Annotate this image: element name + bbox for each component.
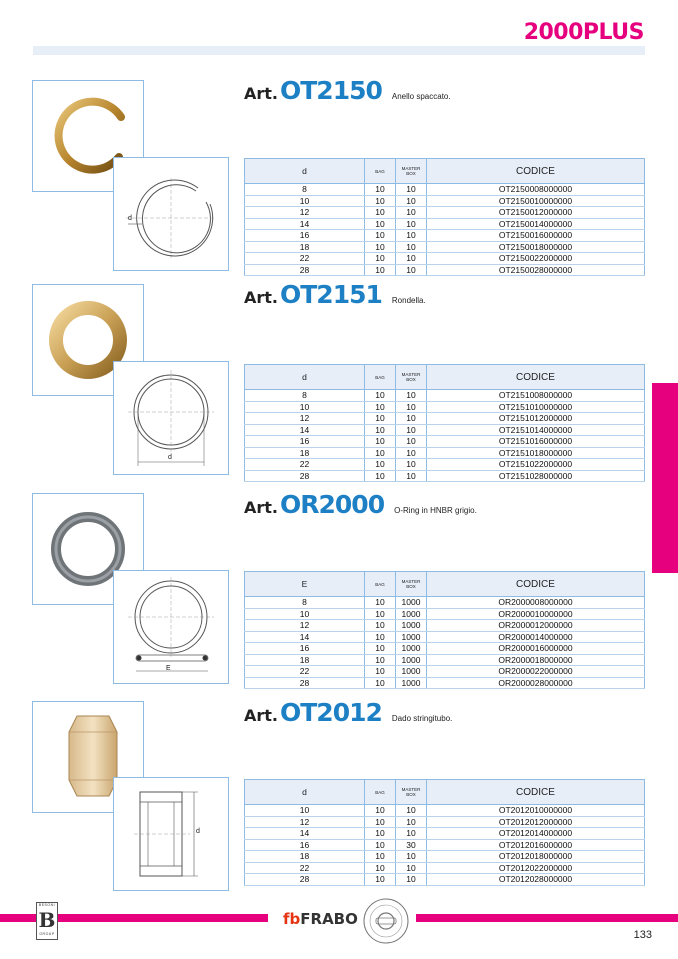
cell-bag: 10 — [365, 874, 396, 886]
cell-codice: OT2151028000000 — [427, 470, 645, 482]
table-row — [245, 643, 645, 655]
cell-master-box: 10 — [396, 253, 427, 265]
cell-dimension: 8 — [245, 597, 365, 609]
table-row — [245, 620, 645, 632]
table-row — [245, 241, 645, 253]
cell-codice: OR2000016000000 — [427, 643, 645, 655]
cell-master-box: 10 — [396, 816, 427, 828]
cell-codice: OT2150022000000 — [427, 253, 645, 265]
table-row — [245, 218, 645, 230]
cell-dimension: 22 — [245, 253, 365, 265]
table-row — [245, 401, 645, 413]
cell-dimension: 16 — [245, 643, 365, 655]
table-row — [245, 805, 645, 817]
cell-codice: OR2000014000000 — [427, 631, 645, 643]
header-master-box: MASTER BOX — [396, 780, 427, 805]
product-description: Rondella. — [391, 296, 426, 305]
cell-codice: OT2012012000000 — [427, 816, 645, 828]
table-row — [245, 253, 645, 265]
table-row — [245, 195, 645, 207]
cell-codice: OR2000012000000 — [427, 620, 645, 632]
table-row — [245, 447, 645, 459]
table-row — [245, 828, 645, 840]
header-dimension: E — [245, 572, 365, 597]
table-row — [245, 470, 645, 482]
table-row — [245, 459, 645, 471]
table-row — [245, 184, 645, 196]
table-header — [245, 572, 645, 597]
art-label: Art. — [244, 84, 278, 103]
header-bag: BAG — [365, 365, 396, 390]
drawing-dimension-label: d — [128, 215, 132, 222]
header-bag: BAG — [365, 159, 396, 184]
header-dimension: d — [245, 780, 365, 805]
header-master-box: MASTER BOX — [396, 159, 427, 184]
cell-codice: OR2000018000000 — [427, 654, 645, 666]
cell-codice: OT2151012000000 — [427, 413, 645, 425]
table-row — [245, 424, 645, 436]
logo-top-text: BESONI — [38, 903, 56, 907]
side-tab — [652, 383, 678, 573]
cell-master-box: 10 — [396, 424, 427, 436]
header-bag: BAG — [365, 572, 396, 597]
cell-master-box: 10 — [396, 851, 427, 863]
cell-codice: OT2150012000000 — [427, 207, 645, 219]
header-codice: CODICE — [427, 159, 645, 184]
header-bag: BAG — [365, 780, 396, 805]
product-code: OT2151 — [280, 280, 382, 309]
table-row — [245, 851, 645, 863]
cell-dimension: 28 — [245, 470, 365, 482]
table-row — [245, 666, 645, 678]
cell-master-box: 10 — [396, 390, 427, 402]
cell-bag: 10 — [365, 253, 396, 265]
cell-bag: 10 — [365, 470, 396, 482]
cell-master-box: 10 — [396, 264, 427, 276]
spec-table — [244, 779, 645, 886]
table-row — [245, 874, 645, 886]
cell-codice: OT2012022000000 — [427, 862, 645, 874]
cell-dimension: 14 — [245, 218, 365, 230]
cell-codice: OT2150014000000 — [427, 218, 645, 230]
cell-dimension: 18 — [245, 241, 365, 253]
cell-dimension: 14 — [245, 424, 365, 436]
cell-bag: 10 — [365, 230, 396, 242]
table-body — [245, 390, 645, 482]
frabo-mark: fb — [283, 910, 301, 928]
cell-codice: OT2012028000000 — [427, 874, 645, 886]
cell-dimension: 18 — [245, 447, 365, 459]
cell-codice: OT2150028000000 — [427, 264, 645, 276]
cell-bag: 10 — [365, 828, 396, 840]
nut-drawing-icon — [114, 778, 228, 890]
cell-bag: 10 — [365, 195, 396, 207]
cell-dimension: 14 — [245, 631, 365, 643]
cell-master-box: 10 — [396, 862, 427, 874]
cell-dimension: 10 — [245, 805, 365, 817]
header-codice: CODICE — [427, 572, 645, 597]
cell-codice: OT2151014000000 — [427, 424, 645, 436]
cell-bag: 10 — [365, 184, 396, 196]
cell-master-box: 10 — [396, 195, 427, 207]
table-row — [245, 677, 645, 689]
logo-bottom-text: GROUP — [39, 932, 55, 936]
cell-codice: OT2150008000000 — [427, 184, 645, 196]
product-description: Dado stringitubo. — [391, 714, 453, 723]
drawing-dimension-label: d — [168, 454, 172, 461]
frabo-name: FRABO — [300, 910, 358, 928]
drawing-dimension-label: E — [166, 665, 171, 672]
product-heading — [244, 490, 477, 519]
table-row — [245, 597, 645, 609]
cell-master-box: 10 — [396, 447, 427, 459]
cell-bag: 10 — [365, 631, 396, 643]
cell-bag: 10 — [365, 862, 396, 874]
table-header — [245, 780, 645, 805]
table-row — [245, 608, 645, 620]
cell-codice: OR2000010000000 — [427, 608, 645, 620]
cell-codice: OT2150010000000 — [427, 195, 645, 207]
besoni-group-logo — [36, 902, 58, 940]
cell-master-box: 10 — [396, 805, 427, 817]
table-row — [245, 264, 645, 276]
cell-codice: OT2012016000000 — [427, 839, 645, 851]
cell-master-box: 10 — [396, 413, 427, 425]
cell-codice: OR2000028000000 — [427, 677, 645, 689]
cell-bag: 10 — [365, 643, 396, 655]
cell-dimension: 16 — [245, 436, 365, 448]
cell-dimension: 10 — [245, 195, 365, 207]
header-dimension: d — [245, 365, 365, 390]
brand-title: 2000PLUS — [523, 20, 644, 45]
table-header — [245, 159, 645, 184]
cell-codice: OT2150016000000 — [427, 230, 645, 242]
cell-bag: 10 — [365, 597, 396, 609]
cell-master-box: 1000 — [396, 643, 427, 655]
cell-bag: 10 — [365, 401, 396, 413]
cell-bag: 10 — [365, 207, 396, 219]
art-label: Art. — [244, 706, 278, 725]
product-heading — [244, 280, 426, 309]
certification-seal-icon — [362, 897, 410, 945]
technical-drawing — [113, 570, 229, 684]
table-row — [245, 436, 645, 448]
cell-codice: OT2151016000000 — [427, 436, 645, 448]
cell-dimension: 12 — [245, 620, 365, 632]
cell-dimension: 16 — [245, 839, 365, 851]
cell-codice: OR2000008000000 — [427, 597, 645, 609]
table-row — [245, 230, 645, 242]
cell-master-box: 30 — [396, 839, 427, 851]
cell-dimension: 10 — [245, 401, 365, 413]
art-label: Art. — [244, 288, 278, 307]
cell-master-box: 10 — [396, 241, 427, 253]
cell-master-box: 10 — [396, 828, 427, 840]
cell-dimension: 16 — [245, 230, 365, 242]
product-description: O-Ring in HNBR grigio. — [394, 506, 477, 515]
cell-master-box: 1000 — [396, 666, 427, 678]
technical-drawing — [113, 157, 229, 271]
cell-dimension: 12 — [245, 207, 365, 219]
table-row — [245, 862, 645, 874]
cell-bag: 10 — [365, 413, 396, 425]
cell-bag: 10 — [365, 654, 396, 666]
cell-dimension: 12 — [245, 816, 365, 828]
cell-codice: OT2012010000000 — [427, 805, 645, 817]
cell-bag: 10 — [365, 264, 396, 276]
art-label: Art. — [244, 498, 278, 517]
cell-codice: OT2150018000000 — [427, 241, 645, 253]
table-body — [245, 805, 645, 886]
frabo-logo — [283, 910, 358, 928]
cell-master-box: 1000 — [396, 620, 427, 632]
cell-master-box: 10 — [396, 207, 427, 219]
cell-master-box: 10 — [396, 401, 427, 413]
cell-dimension: 28 — [245, 874, 365, 886]
header-codice: CODICE — [427, 780, 645, 805]
cell-dimension: 22 — [245, 666, 365, 678]
cell-codice: OR2000022000000 — [427, 666, 645, 678]
cell-master-box: 1000 — [396, 597, 427, 609]
page-number: 133 — [633, 929, 652, 941]
product-heading — [244, 698, 452, 727]
product-heading — [244, 76, 451, 105]
cell-bag: 10 — [365, 666, 396, 678]
cell-bag: 10 — [365, 816, 396, 828]
cell-bag: 10 — [365, 677, 396, 689]
header-dimension: d — [245, 159, 365, 184]
table-row — [245, 839, 645, 851]
cell-codice: OT2151010000000 — [427, 401, 645, 413]
cell-dimension: 8 — [245, 390, 365, 402]
table-body — [245, 184, 645, 276]
cell-master-box: 10 — [396, 184, 427, 196]
cell-bag: 10 — [365, 218, 396, 230]
product-code: OT2150 — [280, 76, 382, 105]
spec-table — [244, 571, 645, 689]
cell-dimension: 18 — [245, 654, 365, 666]
cell-dimension: 22 — [245, 862, 365, 874]
cell-master-box: 10 — [396, 470, 427, 482]
cell-dimension: 28 — [245, 677, 365, 689]
technical-drawing — [113, 361, 229, 475]
cell-bag: 10 — [365, 608, 396, 620]
cell-bag: 10 — [365, 620, 396, 632]
cell-codice: OT2012018000000 — [427, 851, 645, 863]
table-body — [245, 597, 645, 689]
cell-dimension: 14 — [245, 828, 365, 840]
product-description: Anello spaccato. — [391, 92, 451, 101]
technical-drawing — [113, 777, 229, 891]
cell-bag: 10 — [365, 390, 396, 402]
cell-bag: 10 — [365, 241, 396, 253]
table-row — [245, 816, 645, 828]
cell-codice: OT2151022000000 — [427, 459, 645, 471]
cell-master-box: 10 — [396, 230, 427, 242]
table-row — [245, 207, 645, 219]
spec-table — [244, 364, 645, 482]
cell-bag: 10 — [365, 459, 396, 471]
cell-dimension: 28 — [245, 264, 365, 276]
header-master-box: MASTER BOX — [396, 365, 427, 390]
cell-bag: 10 — [365, 805, 396, 817]
product-code: OT2012 — [280, 698, 382, 727]
top-bar — [33, 46, 645, 55]
cell-bag: 10 — [365, 436, 396, 448]
cell-dimension: 12 — [245, 413, 365, 425]
header-master-box: MASTER BOX — [396, 572, 427, 597]
cell-codice: OT2151008000000 — [427, 390, 645, 402]
header-codice: CODICE — [427, 365, 645, 390]
cell-dimension: 22 — [245, 459, 365, 471]
cell-master-box: 1000 — [396, 608, 427, 620]
footer-stripe-right — [416, 914, 678, 922]
cell-bag: 10 — [365, 839, 396, 851]
table-row — [245, 631, 645, 643]
spec-table — [244, 158, 645, 276]
cell-bag: 10 — [365, 851, 396, 863]
table-row — [245, 654, 645, 666]
table-row — [245, 390, 645, 402]
cell-master-box: 1000 — [396, 677, 427, 689]
cell-master-box: 10 — [396, 218, 427, 230]
cell-codice: OT2012014000000 — [427, 828, 645, 840]
table-header — [245, 365, 645, 390]
cell-master-box: 10 — [396, 459, 427, 471]
drawing-dimension-label: d — [196, 828, 200, 835]
o-ring-drawing-icon — [114, 571, 228, 683]
split-ring-drawing-icon — [114, 158, 228, 270]
cell-master-box: 10 — [396, 436, 427, 448]
cell-dimension: 10 — [245, 608, 365, 620]
cell-master-box: 1000 — [396, 631, 427, 643]
cell-codice: OT2151018000000 — [427, 447, 645, 459]
cell-master-box: 1000 — [396, 654, 427, 666]
table-row — [245, 413, 645, 425]
cell-bag: 10 — [365, 447, 396, 459]
cell-dimension: 8 — [245, 184, 365, 196]
cell-bag: 10 — [365, 424, 396, 436]
logo-letter: B — [38, 908, 56, 932]
product-code: OR2000 — [280, 490, 385, 519]
cell-master-box: 10 — [396, 874, 427, 886]
cell-dimension: 18 — [245, 851, 365, 863]
